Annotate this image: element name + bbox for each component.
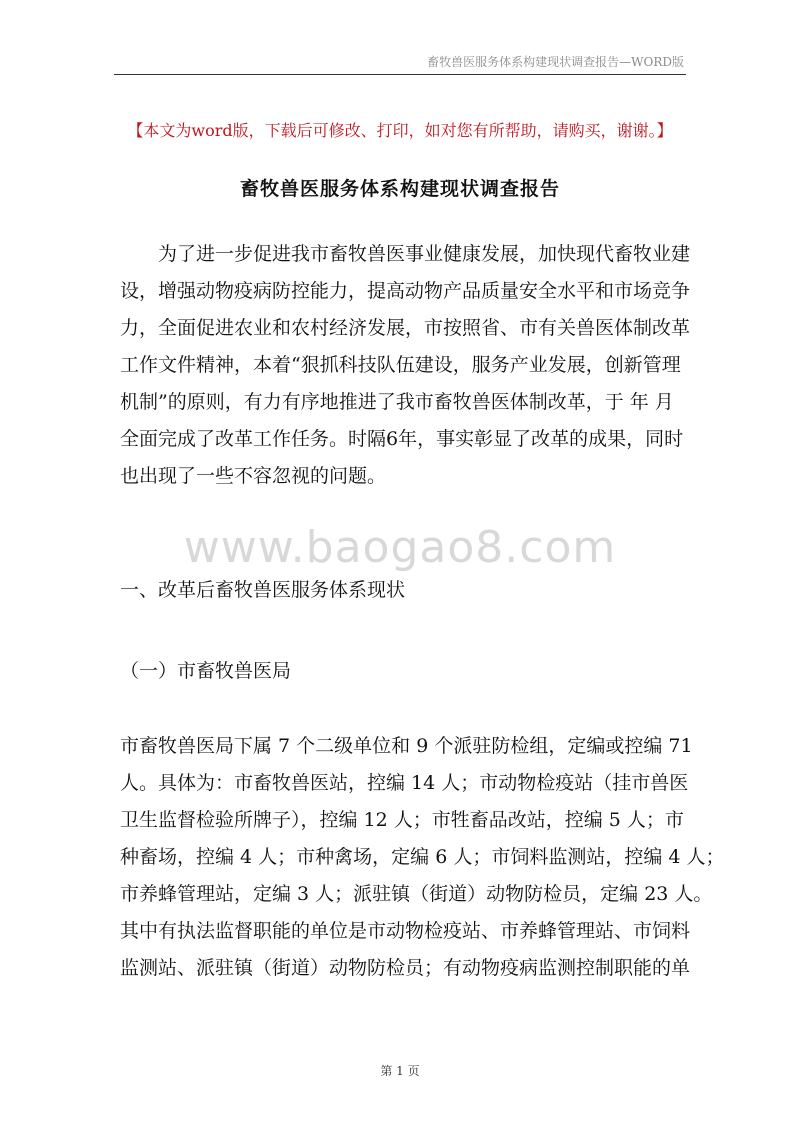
paragraph-line: 设，增强动物疫病防控能力，提高动物产品质量安全水平和市场竞争 [120, 280, 691, 302]
paragraph-line: 全面完成了改革工作任务。时隔6年，事实彰显了改革的成果，同时 [120, 428, 684, 450]
header-divider [114, 74, 686, 75]
paragraph-line: 为了进一步促进我市畜牧兽医事业健康发展，加快现代畜牧业建 [158, 243, 691, 265]
paragraph-line: 种畜场，控编 4 人；市种禽场，定编 6 人；市饲料监测站，控编 4 人； [120, 846, 725, 868]
paragraph-line: 也出现了一些不容忽视的问题。 [120, 465, 387, 487]
paragraph-line: 其中有执法监督职能的单位是市动物检疫站、市养蜂管理站、市饲料 [120, 920, 691, 942]
paragraph-line: 力，全面促进农业和农村经济发展，市按照省、市有关兽医体制改革 [120, 317, 691, 339]
paragraph-line: 市畜牧兽医局下属 7 个二级单位和 9 个派驻防检组，定编或控编 71 [120, 735, 693, 757]
paragraph-line: 卫生监督检验所牌子），控编 12 人；市牲畜品改站，控编 5 人；市 [120, 809, 684, 831]
document-title: 畜牧兽医服务体系构建现状调查报告 [239, 178, 560, 200]
watermark: www.baogao8.com [183, 522, 617, 573]
paragraph-line: 工作文件精神，本着“狠抓科技队伍建设，服务产业发展，创新管理 [120, 354, 681, 376]
paragraph-line: 监测站、派驻镇（街道）动物防检员；有动物疫病监测控制职能的单 [120, 957, 691, 979]
paragraph-line: 人。具体为：市畜牧兽医站，控编 14 人；市动物检疫站（挂市兽医 [120, 772, 689, 794]
intro-paragraph [120, 236, 691, 495]
paragraph-line: 机制”的原则，有力有序地推进了我市畜牧兽医体制改革，于 年 月 [120, 391, 674, 413]
section-heading: 一、改革后畜牧兽医服务体系现状 [120, 579, 406, 601]
subsection-heading: （一）市畜牧兽医局 [120, 660, 292, 682]
download-notice: 【本文为word版，下载后可修改、打印，如对您有所帮助，请购买，谢谢。】 [127, 121, 673, 140]
paragraph-line: 市养蜂管理站，定编 3 人；派驻镇（街道）动物防检员，定编 23 人。 [120, 883, 713, 905]
bureau-paragraph [120, 728, 725, 987]
page-number: 第 1 页 [380, 1064, 420, 1078]
running-header: 畜牧兽医服务体系构建现状调查报告—WORD版 [427, 55, 684, 69]
